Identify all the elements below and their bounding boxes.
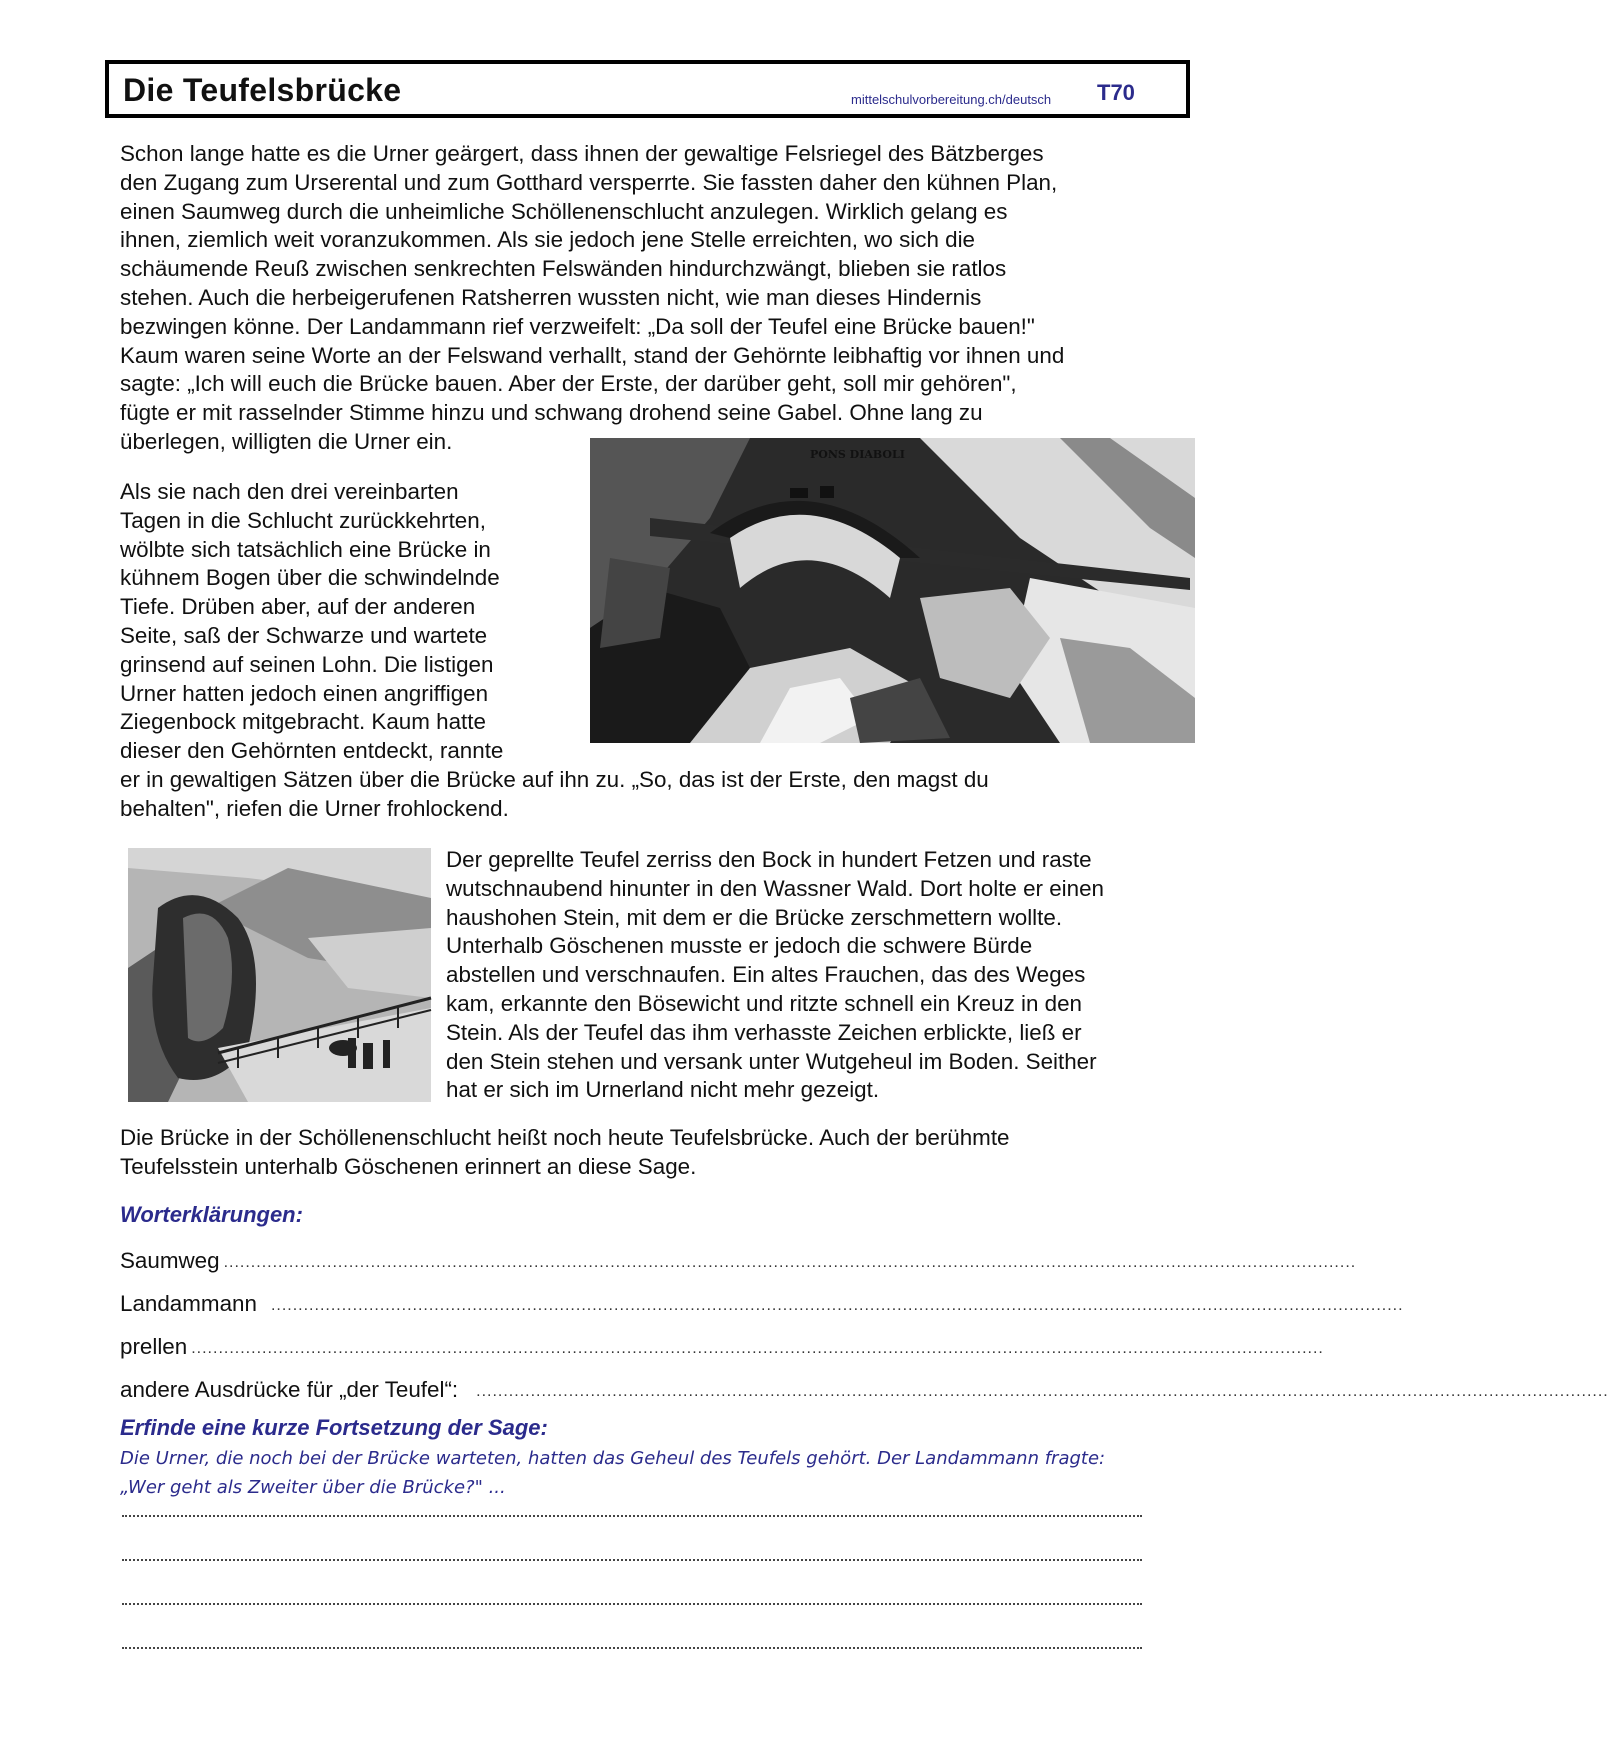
text-line: Urner hatten jedoch einen angriffigen	[120, 680, 489, 706]
text-line: Schon lange hatte es die Urner geärgert, dass ihnen der gewaltige Felsriegel des Bätzberges	[120, 141, 1044, 166]
text-line: schäumende Reuß zwischen senkrechten Felswänden hindurchzwängt, blieben sie ratlos	[120, 256, 1007, 282]
title-box	[105, 60, 1190, 118]
devils-stone-illustration	[128, 848, 431, 1102]
image-caption: PONS DIABOLI	[810, 448, 905, 461]
text-line: Teufelsstein unterhalb Göschenen erinnert an diese Sage.	[120, 1153, 697, 1179]
story-paragraph-3	[446, 846, 1104, 1105]
text-line: Der geprellte Teufel zerriss den Bock in hundert Fetzen und raste	[446, 847, 1092, 872]
story-paragraph-2	[120, 478, 989, 824]
text-line: Stein. Als der Teufel das ihm verhasste Zeichen erblickte, ließ er	[446, 1019, 1082, 1045]
vocab-term: Landammann	[120, 1291, 257, 1316]
text-line: Tiefe. Drüben aber, auf der anderen	[120, 594, 476, 620]
text-line: abstellen und verschnaufen. Ein altes Frauchen, das des Weges	[446, 962, 1086, 988]
text-line: sagte: „Ich will euch die Brücke bauen. Aber der Erste, der darüber geht, soll mir gehören",	[120, 371, 1017, 397]
text-line: dieser den Gehörnten entdeckt, rannte	[120, 738, 504, 764]
answer-dotted-line[interactable]: ................................................................................................................................................................................................................	[476, 1383, 1609, 1400]
text-line: behalten", riefen die Urner frohlockend.	[120, 795, 509, 821]
text-line: Seite, saß der Schwarze und wartete	[120, 622, 488, 648]
vocab-term: andere Ausdrücke für „der Teufel“:	[120, 1377, 459, 1402]
writing-line[interactable]	[122, 1513, 1142, 1517]
text-line: Ziegenbock mitgebracht. Kaum hatte	[120, 709, 486, 735]
text-line: Tagen in die Schlucht zurückkehrten,	[120, 507, 486, 533]
text-line: Unterhalb Göschenen musste er jedoch die schwere Bürde	[446, 933, 1033, 959]
text-line: kühnem Bogen über die schwindelnde	[120, 565, 500, 591]
vocab-item-teufel-synonyms[interactable]	[120, 1373, 1609, 1403]
worterklaerungen-heading: Worterklärungen:	[120, 1202, 303, 1227]
text-line: hat er sich im Urnerland nicht mehr gezeigt.	[446, 1077, 880, 1103]
prompt-line: „Wer geht als Zweiter über die Brücke?" ...	[120, 1477, 506, 1498]
text-line: er in gewaltigen Sätzen über die Brücke auf ihn zu. „So, das ist der Erste, den magst du	[120, 766, 989, 792]
site-url: mittelschulvorbereitung.ch/deutsch	[851, 92, 1052, 107]
text-line: stehen. Auch die herbeigerufenen Ratsherren wussten nicht, wie man dieses Hindernis	[120, 284, 982, 310]
vocab-item-saumweg[interactable]	[120, 1244, 1357, 1274]
answer-dotted-line[interactable]: ................................................................................................................................................................................................................	[223, 1254, 1357, 1271]
vocab-item-landammann[interactable]	[120, 1287, 1404, 1317]
text-line: überlegen, willigten die Urner ein.	[120, 428, 453, 454]
text-line: wutschnaubend hinunter in den Wassner Wald. Dort holte er einen	[446, 875, 1104, 901]
vocab-item-prellen[interactable]	[120, 1330, 1324, 1360]
text-line: wölbte sich tatsächlich eine Brücke in	[120, 536, 491, 562]
continuation-prompt	[120, 1444, 1105, 1502]
writing-line[interactable]	[122, 1645, 1142, 1649]
fortsetzung-heading: Erfinde eine kurze Fortsetzung der Sage:	[120, 1415, 548, 1440]
page-title: Die Teufelsbrücke	[123, 72, 402, 108]
answer-dotted-line[interactable]: ................................................................................................................................................................................................................	[191, 1340, 1324, 1357]
text-line: Als sie nach den drei vereinbarten	[120, 479, 459, 504]
prompt-line: Die Urner, die noch bei der Brücke warteten, hatten das Geheul des Teufels gehört. Der Landammann fragte:	[120, 1448, 1106, 1469]
writing-line[interactable]	[122, 1557, 1142, 1561]
vocab-term: prellen	[120, 1334, 188, 1359]
text-line: den Zugang zum Urserental und zum Gotthard versperrte. Sie fassten daher den kühnen Plan,	[120, 169, 1058, 195]
worksheet-code: T70	[1097, 80, 1135, 105]
text-line: ihnen, ziemlich weit voranzukommen. Als sie jedoch jene Stelle erreichten, wo sich die	[120, 227, 975, 253]
answer-dotted-line[interactable]: ................................................................................................................................................................................................................	[270, 1297, 1404, 1314]
text-line: den Stein stehen und versank unter Wutgeheul im Boden. Seither	[446, 1048, 1097, 1074]
text-line: haushohen Stein, mit dem er die Brücke zerschmettern wollte.	[446, 904, 1063, 930]
text-line: Die Brücke in der Schöllenenschlucht heißt noch heute Teufelsbrücke. Auch der berühmte	[120, 1125, 1010, 1150]
text-line: kam, erkannte den Bösewicht und ritzte schnell ein Kreuz in den	[446, 990, 1083, 1016]
text-line: fügte er mit rasselnder Stimme hinzu und schwang drohend seine Gabel. Ohne lang zu	[120, 400, 983, 426]
story-paragraph-4	[120, 1124, 1010, 1182]
story-paragraph-1	[120, 140, 1064, 457]
text-line: einen Saumweg durch die unheimliche Schöllenenschlucht anzulegen. Wirklich gelang es	[120, 198, 1008, 224]
text-line: bezwingen könne. Der Landammann rief verzweifelt: „Da soll der Teufel eine Brücke bauen!"	[120, 313, 1035, 339]
vocab-term: Saumweg	[120, 1248, 220, 1273]
text-line: Kaum waren seine Worte an der Felswand verhallt, stand der Gehörnte leibhaftig vor ihnen und	[120, 342, 1065, 368]
text-line: grinsend auf seinen Lohn. Die listigen	[120, 651, 494, 677]
writing-line[interactable]	[122, 1601, 1142, 1605]
